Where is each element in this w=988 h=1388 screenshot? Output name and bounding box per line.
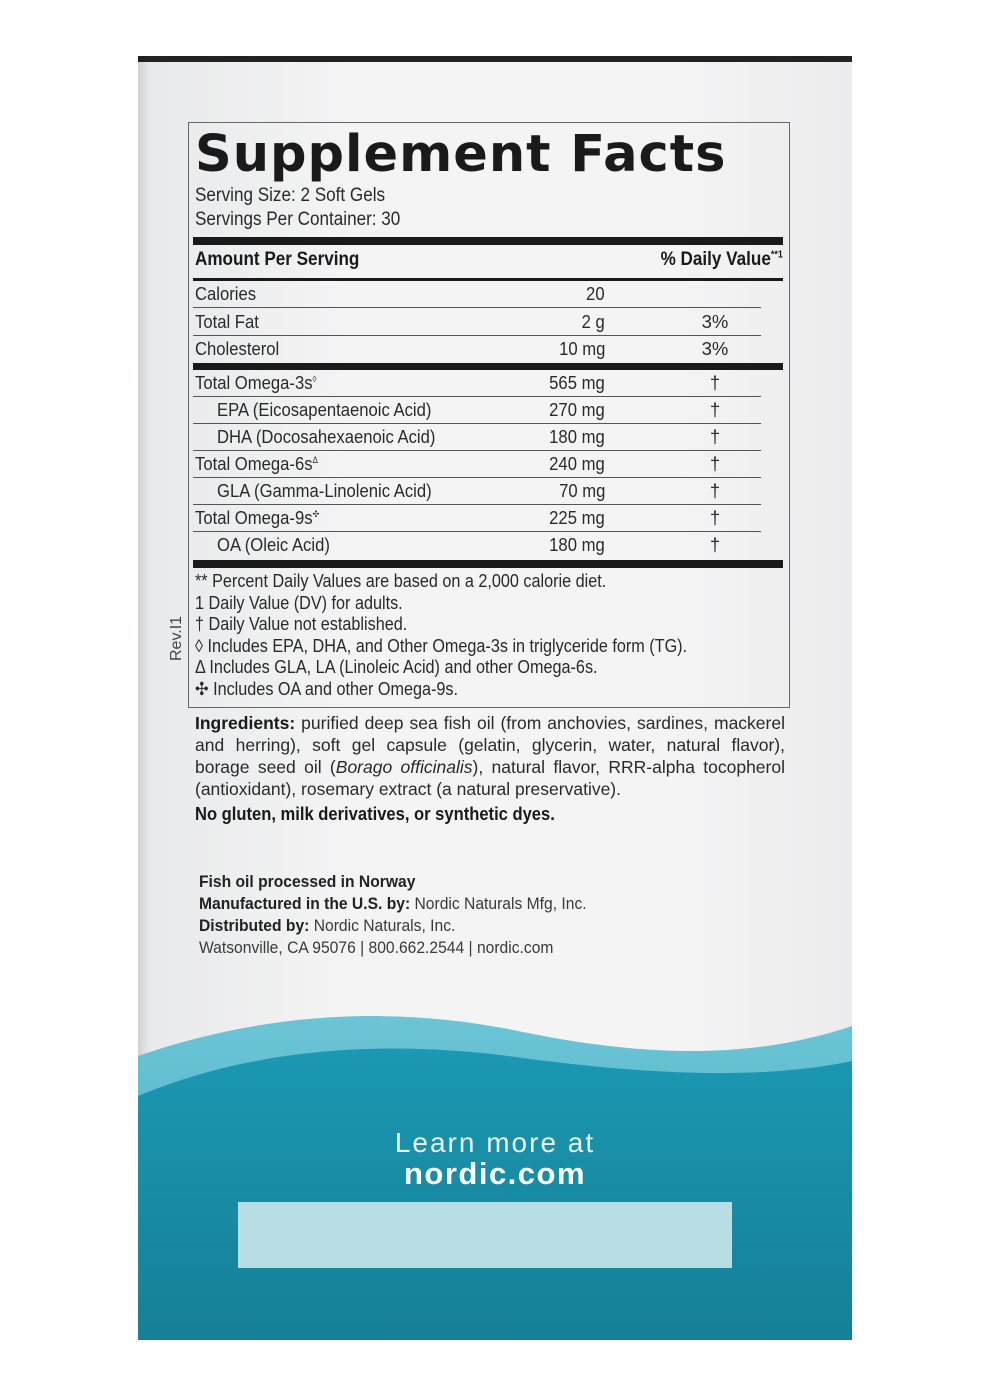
supplement-facts-panel: [188, 122, 790, 708]
thick-rule-mid: [193, 363, 783, 370]
nutrient-amount: 70 mg: [558, 480, 605, 501]
footnote: ◊ Includes EPA, DHA, and Other Omega-3s in triglyceride form (TG).: [195, 635, 688, 656]
manufacturer-info: Fish oil processed in Norway Manufactured in the U.S. by: Nordic Naturals Mfg, Inc. Distributed by: Nordic Naturals, Inc. Watsonville, CA 95076 | 800.662.2544 | nordic.com: [199, 872, 587, 957]
nutrient-name: GLA (Gamma-Linolenic Acid): [217, 480, 432, 501]
nutrient-name: Total Fat: [195, 311, 259, 332]
nutrient-name: Calories: [195, 283, 257, 304]
nutrient-amount: 2 g: [581, 311, 605, 332]
website-text: nordic.com: [403, 1156, 587, 1191]
nutrient-amount: 225 mg: [549, 507, 605, 528]
ingredients-text: Ingredients: purified deep sea fish oil (from anchovies, sardines, mackerel and herring), soft gel capsule (gelatin, glycerin, water, natural flavor), borage seed oil (Borago officinalis), natural flavor, RRR-alpha tocopherol (antioxidant), rosemary extract (a natural preservative).: [195, 713, 785, 799]
nutrient-row: [193, 531, 783, 557]
nutrient-row: [193, 335, 783, 361]
footnotes: [195, 571, 742, 700]
nutrient-daily-value: 3%: [701, 338, 729, 359]
contact-line: Watsonville, CA 95076 | 800.662.2544 | nordic.com: [199, 938, 554, 957]
nutrient-amount: 270 mg: [549, 399, 605, 420]
nutrient-daily-value: †: [709, 426, 721, 447]
nutrient-daily-value: †: [709, 480, 721, 501]
nutrient-row: [193, 423, 783, 449]
nutrient-row: [193, 369, 783, 395]
ingredients-label: Ingredients:: [195, 713, 296, 733]
footnote: ** Percent Daily Values are based on a 2,000 calorie diet.: [195, 571, 607, 591]
distributor-name: Nordic Naturals, Inc.: [309, 916, 456, 935]
nutrient-row: [193, 450, 783, 476]
nutrient-daily-value: †: [709, 453, 721, 474]
nutrient-daily-value: †: [709, 372, 721, 393]
nutrient-row: [193, 308, 783, 334]
nutrient-amount: 565 mg: [549, 372, 605, 393]
footnote-marker: ◊: [312, 373, 317, 384]
origin-line: Fish oil processed in Norway: [199, 872, 416, 891]
nutrient-daily-value: †: [709, 534, 721, 555]
nutrient-name: Total Omega-$6s^\Delta$: [195, 453, 318, 474]
nutrient-daily-value: †: [709, 399, 721, 420]
footnote: 1 Daily Value (DV) for adults.: [195, 592, 403, 613]
barcode-area: [238, 1202, 732, 1268]
nutrient-name: OA (Oleic Acid): [217, 534, 330, 555]
nutrient-amount: 180 mg: [549, 534, 605, 555]
footnote: † Daily Value not established.: [195, 614, 408, 634]
nutrient-name: Total Omega-3s◊: [195, 372, 317, 393]
nutrient-name: DHA (Docosahexaenoic Acid): [217, 426, 436, 447]
nutrient-row: [193, 396, 783, 422]
nutrient-daily-value: †: [709, 507, 721, 528]
nutrient-row: [193, 477, 783, 503]
manufacturer-name: Nordic Naturals Mfg, Inc.: [410, 894, 587, 913]
product-box-back: [138, 56, 852, 1340]
learn-more-text: Learn more at: [394, 1127, 596, 1158]
header-amount: Amount Per Serving: [195, 249, 360, 270]
nutrient-amount: 180 mg: [549, 426, 605, 447]
footnote-marker: ✣: [312, 508, 320, 519]
nutrient-amount: 10 mg: [558, 338, 605, 359]
thick-rule-top: [193, 237, 783, 245]
nutrient-row: [193, 280, 783, 306]
footnote: Δ Includes GLA, LA (Linoleic Acid) and other Omega-6s.: [195, 657, 598, 677]
servings-per-container: Servings Per Container: 30: [195, 209, 401, 230]
revision-code: Rev.I1: [168, 615, 185, 661]
footnote: ✣ Includes OA and other Omega-9s.: [195, 678, 459, 699]
nutrient-row: [193, 504, 783, 530]
thick-rule-bottom: [193, 560, 783, 568]
nutrient-name: Total Omega-9s✣: [195, 507, 320, 528]
ingredients-latin: Borago officinalis: [335, 757, 473, 777]
nutrient-name: EPA (Eicosapentaenoic Acid): [217, 399, 432, 420]
nutrient-daily-value: 3%: [701, 311, 729, 332]
nutrient-name: Cholesterol: [195, 338, 280, 359]
allergen-statement: No gluten, milk derivatives, or synthetic dyes.: [195, 804, 555, 824]
nutrient-amount: 240 mg: [549, 453, 605, 474]
facts-title: Supplement Facts: [195, 125, 727, 184]
footnote-marker: Δ: [312, 454, 318, 465]
nutrient-amount: 20: [586, 283, 605, 304]
box-top-edge: [138, 56, 852, 62]
serving-size: Serving Size: 2 Soft Gels: [195, 185, 386, 206]
header-daily-value: % Daily Value$^{**1}$: [660, 249, 783, 270]
